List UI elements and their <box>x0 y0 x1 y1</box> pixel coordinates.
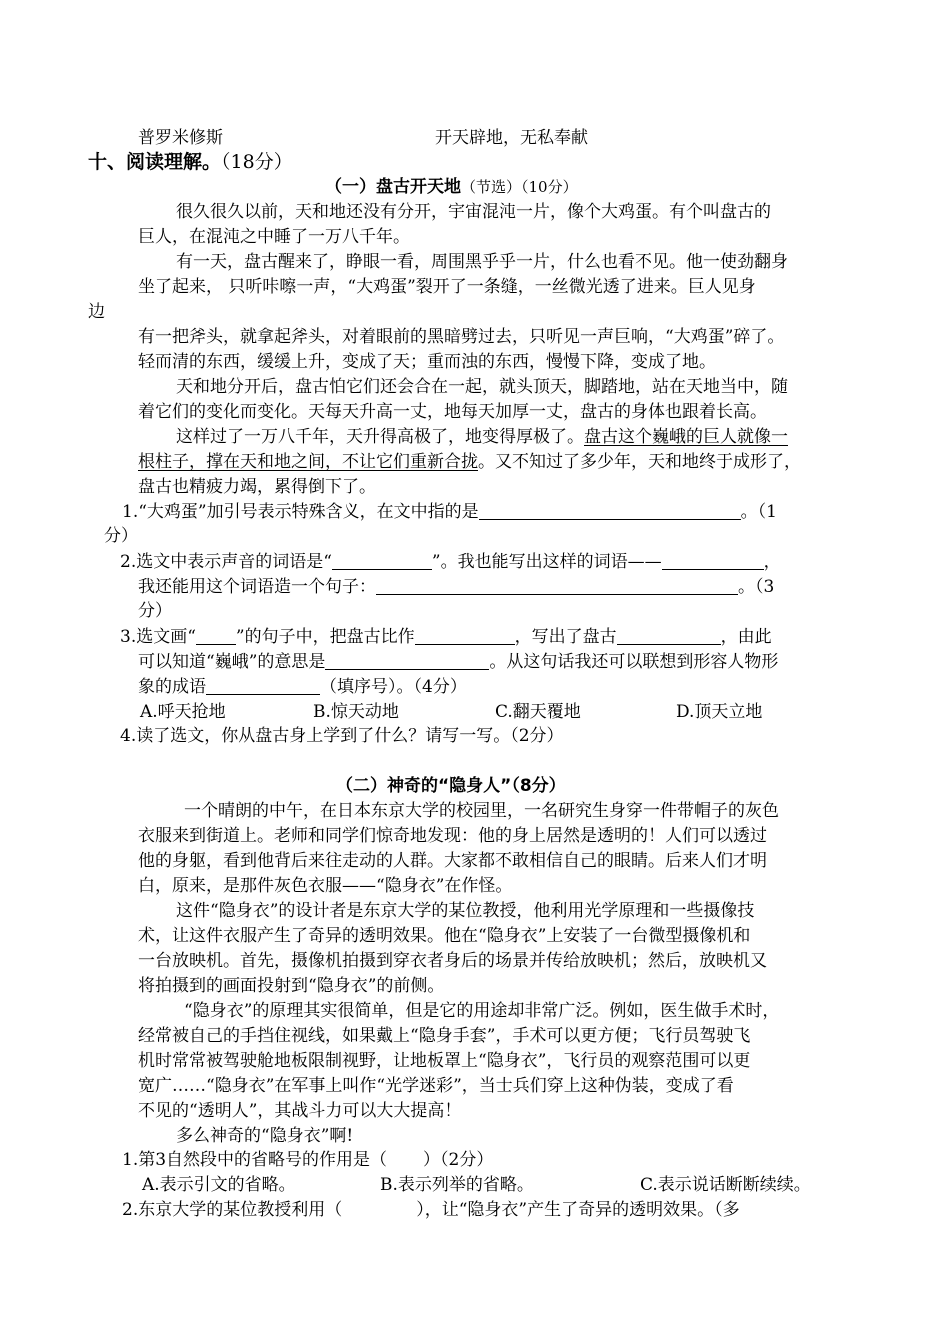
p1-q1-score: 。（1 <box>740 502 777 522</box>
answer-blank[interactable] <box>376 576 738 595</box>
passage2-line: 不见的“透明人”，其战斗力可以大大提高！ <box>138 1101 462 1121</box>
answer-blank[interactable] <box>332 551 432 570</box>
p2-q2-text: 2.东京大学的某位教授利用（ <box>122 1200 343 1220</box>
passage2-title: （二）神奇的“隐身人”（8分） <box>336 776 566 796</box>
p1-q2-text: ， <box>763 552 781 572</box>
p2-q2-text: ），让“隐身衣”产生了奇异的透明效果。（多 <box>416 1200 740 1220</box>
passage1-line-part: 这样过了一万八千年，天升得高极了，地变得厚极了。 <box>176 427 584 447</box>
p1-q3-text: 。从这句话我还可以联想到形容人物形 <box>489 652 779 672</box>
passage1-line: 轻而清的东西，缓缓上升，变成了天；重而浊的东西，慢慢下降，变成了地。 <box>138 352 716 372</box>
passage2-line: 白，原来，是那件灰色衣服——“隐身衣”在作怪。 <box>138 876 513 896</box>
section-heading-text: 十、阅读理解。 <box>88 151 222 173</box>
passage1-line: 坐了起来， 只听咔嚓一声，“大鸡蛋”裂开了一条缝，一丝微光透了进来。巨人见身 <box>138 277 756 297</box>
p1-q3-text: （填序号）。（4分） <box>320 677 467 697</box>
p2-question-1 <box>122 1148 493 1172</box>
passage2-line: 宽广……“隐身衣”在军事上叫作“光学迷彩”，当士兵们穿上这种伪装，变成了看 <box>138 1076 734 1096</box>
p1-q3-line3 <box>138 675 467 699</box>
p1-q2-text: ”。我也能写出这样的词语—— <box>431 552 662 572</box>
passage2-line: 术，让这件衣服产生了奇异的透明效果。他在“隐身衣”上安装了一台微型摄像机和 <box>138 926 751 946</box>
answer-blank[interactable] <box>479 501 741 520</box>
answer-blank[interactable] <box>617 626 721 645</box>
passage2-line: 一台放映机。首先，摄像机拍摄到穿衣者身后的场景并传给放映机；然后，放映机又 <box>138 951 767 971</box>
passage1-line: 边 <box>88 302 105 322</box>
top-row-left: 普罗米修斯 <box>138 128 223 148</box>
p1-q3-text: ，由此 <box>720 627 772 647</box>
p1-question-4: 4.读了选文，你从盘古身上学到了什么？请写一写。（2分） <box>120 726 564 746</box>
passage2-line: 他的身躯，看到他背后来往走动的人群。大家都不敢相信自己的眼睛。后来人们才明 <box>138 851 767 871</box>
passage2-line: 一个晴朗的中午，在日本东京大学的校园里，一名研究生身穿一件带帽子的灰色 <box>184 801 779 821</box>
p1-question-3 <box>120 625 864 649</box>
p1-q2-text: 2.选文中表示声音的词语是“ <box>120 552 332 572</box>
p1-q3-text: ”的句子中，把盘古比作 <box>235 627 415 647</box>
p1-question-1 <box>122 500 777 524</box>
p1-q2-score-wrap: 分） <box>138 601 172 621</box>
p1-q2-text: 我还能用这个词语造一个句子： <box>138 577 376 597</box>
answer-blank[interactable] <box>662 551 764 570</box>
top-row-right: 开天辟地，无私奉献 <box>435 128 588 148</box>
passage1-score: （10分） <box>521 178 578 196</box>
passage2-line: 将拍摄到的画面投射到“隐身衣”的前侧。 <box>138 976 445 996</box>
p1-q3-option-c[interactable]: C.翻天覆地 <box>495 702 581 722</box>
answer-blank[interactable] <box>206 676 320 695</box>
passage2-line: 机时常常被驾驶舱地板限制视野，让地板罩上“隐身衣”，飞行员的观察范围可以更 <box>138 1051 751 1071</box>
passage1-line: 很久很久以前，天和地还没有分开，宇宙混沌一片，像个大鸡蛋。有个叫盘古的 <box>176 202 771 222</box>
p2-q1-option-b[interactable]: B.表示列举的省略。 <box>380 1175 534 1195</box>
passage1-line: 天和地分开后，盘古怕它们还会合在一起，就头顶天，脚踏地，站在天地当中，随 <box>176 377 788 397</box>
p1-question-2 <box>120 550 781 574</box>
passage1-underlined-sentence: 根柱子，撑在天和地之间，不让它们重新合拢 <box>138 452 478 472</box>
p2-question-2 <box>122 1198 740 1222</box>
passage1-title <box>325 175 578 199</box>
passage1-line: 有一天，盘古醒来了，睁眼一看，周围黑乎乎一片，什么也看不见。他一使劲翻身 <box>176 252 788 272</box>
passage2-line: 多么神奇的“隐身衣”啊! <box>176 1126 354 1146</box>
p1-q3-option-d[interactable]: D.顶天立地 <box>676 702 763 722</box>
p1-q3-text: 3.选文画“ <box>120 627 196 647</box>
answer-blank[interactable] <box>196 626 236 645</box>
p1-q2-score: 。（3 <box>738 577 775 597</box>
p2-q1-text: ）（2分） <box>423 1150 494 1170</box>
passage2-line: 衣服来到街道上。老师和同学们惊奇地发现：他的身上居然是透明的！人们可以透过 <box>138 826 767 846</box>
p1-q3-option-a[interactable]: A.呼天抢地 <box>140 702 226 722</box>
p1-q3-line2 <box>138 650 778 674</box>
passage1-line <box>138 450 801 474</box>
p1-q3-option-b[interactable]: B.惊天动地 <box>313 702 399 722</box>
passage2-line: 这件“隐身衣”的设计者是东京大学的某位教授，他利用光学原理和一些摄像技 <box>176 901 755 921</box>
section-score: （18分） <box>221 151 293 173</box>
section-heading <box>88 150 293 174</box>
answer-blank[interactable] <box>325 651 489 670</box>
passage2-line: “隐身衣”的原理其实很简单，但是它的用途却非常广泛。例如，医生做手术时， <box>184 1001 780 1021</box>
passage1-subtitle: （节选） <box>461 178 522 196</box>
passage1-line: 盘古也精疲力竭，累得倒下了。 <box>138 477 376 497</box>
passage1-line: 巨人，在混沌之中睡了一万八千年。 <box>138 227 410 247</box>
p2-q1-option-c[interactable]: C.表示说话断断续续。 <box>640 1175 811 1195</box>
passage1-line-part: 。又不知过了多少年，天和地终于成形了， <box>478 452 801 472</box>
answer-blank[interactable] <box>415 626 515 645</box>
p2-q1-text: 1.第3自然段中的省略号的作用是（ <box>122 1150 388 1170</box>
p1-q2-line2 <box>138 575 774 599</box>
passage2-line: 经常被自己的手挡住视线，如果戴上“隐身手套”，手术可以更方便；飞行员驾驶飞 <box>138 1026 751 1046</box>
passage1-line: 着它们的变化而变化。天每天升高一丈，地每天加厚一丈，盘古的身体也跟着长高。 <box>138 402 767 422</box>
p1-q1-score-wrap: 分） <box>104 526 138 546</box>
passage1-title-text: （一）盘古开天地 <box>325 177 461 197</box>
p1-q1-text: 1.“大鸡蛋”加引号表示特殊含义，在文中指的是 <box>122 502 479 522</box>
passage1-line <box>176 425 788 449</box>
passage1-line: 有一把斧头，就拿起斧头，对着眼前的黑暗劈过去，只听见一声巨响，“大鸡蛋”碎了。 <box>138 327 785 347</box>
passage1-underlined-sentence: 盘古这个巍峨的巨人就像一 <box>584 427 788 447</box>
p1-q3-text: ，写出了盘古 <box>514 627 617 647</box>
p1-q3-text: 可以知道“巍峨”的意思是 <box>138 652 326 672</box>
p2-q1-option-a[interactable]: A.表示引文的省略。 <box>142 1175 296 1195</box>
p1-q3-text: 象的成语 <box>138 677 206 697</box>
